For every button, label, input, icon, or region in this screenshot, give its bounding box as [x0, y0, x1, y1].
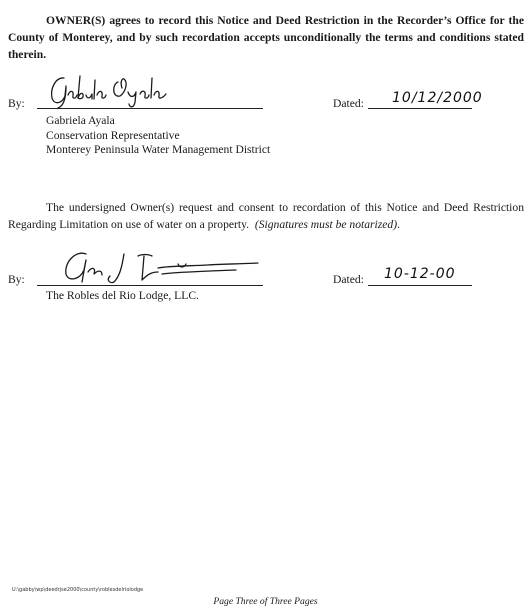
signer-organization: Monterey Peninsula Water Management District: [46, 143, 271, 156]
dated-label: Dated:: [333, 97, 364, 110]
notarized-note: (Signatures must be notarized): [254, 218, 398, 231]
by-label: By:: [8, 97, 25, 110]
date-line: [368, 285, 472, 286]
by-label: By:: [8, 273, 25, 286]
consent-end: .: [397, 218, 400, 231]
handwritten-signature-owner: [58, 246, 263, 286]
signer-entity: The Robles del Rio Lodge, LLC.: [46, 289, 199, 302]
signer-title: Conservation Representative: [46, 128, 180, 142]
consent-paragraph: [8, 199, 524, 233]
handwritten-date: 10/12/2000: [392, 90, 483, 106]
agreement-paragraph: OWNER(S) agrees to record this Notice and Deed Restriction in the Recorder’s Office for the County of Monterey, and by such recordation accepts unconditionally the terms and conditions stated therein.: [8, 14, 524, 61]
handwritten-date: 10-12-00: [384, 266, 456, 282]
signer-info: [46, 114, 270, 158]
consent-text: The undersigned Owner(s) request and consent to recordation of this Notice and Deed Restriction Regarding Limitation on use of water on a property.: [8, 201, 524, 231]
date-line: [368, 108, 472, 109]
page-number: Page Three of Three Pages: [213, 596, 318, 607]
file-path: U:\gabby\wp\deedrjse2000\county\roblesdelriolodge: [12, 587, 144, 593]
signer-name: Gabriela Ayala: [46, 114, 115, 127]
handwritten-signature-gabriela-ayala: [42, 68, 182, 110]
dated-label: Dated:: [333, 273, 364, 286]
